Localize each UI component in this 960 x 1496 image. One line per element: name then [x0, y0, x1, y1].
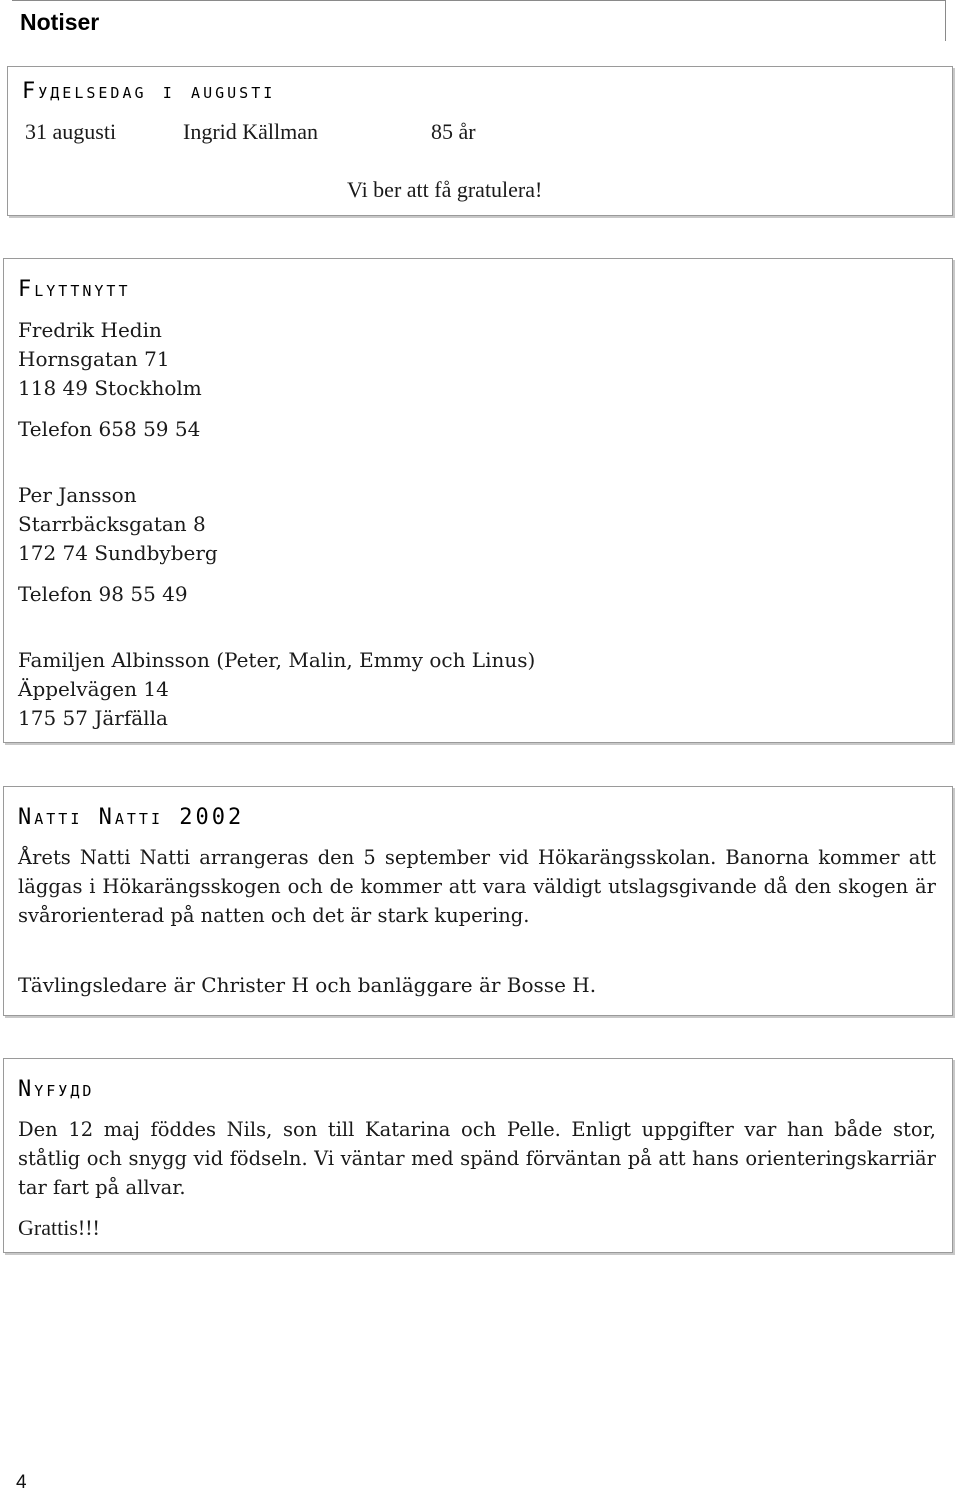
newborn-closing: Grattis!!! [18, 1215, 100, 1240]
move-1-city: 118 49 Stockholm [18, 376, 202, 400]
birthday-name: Ingrid Källman [183, 119, 319, 144]
natti-title: Natti Natti 2002 [18, 805, 245, 830]
move-1-name: Fredrik Hedin [18, 318, 162, 342]
newborn-section [3, 1058, 953, 1253]
natti-section [3, 786, 953, 1016]
natti-paragraph: Årets Natti Natti arrangeras den 5 september vid Hökarängsskolan. Banorna kommer att läggas i Hökarängsskogen och de kommer att vara väldigt utslagsgivande då den skogen är svårorienterad på natten och det är stark kupering. [18, 846, 936, 927]
moves-title: Flyttnytt [18, 277, 131, 302]
move-2-street: Starrbäcksgatan 8 [18, 512, 206, 536]
move-2-name: Per Jansson [18, 483, 137, 507]
newborn-title: Nyfудd [18, 1077, 95, 1102]
move-3-name: Familjen Albinsson (Peter, Malin, Emmy och Linus) [18, 648, 536, 672]
birthday-date: 31 augusti [25, 119, 117, 144]
page-number: 4 [16, 1472, 27, 1493]
birthday-congrats: Vi ber att få gratulera! [347, 177, 543, 202]
move-3-street: Äppelvägen 14 [18, 677, 169, 701]
move-2-city: 172 74 Sundbyberg [18, 541, 218, 565]
move-2-phone: Telefon 98 55 49 [18, 582, 188, 606]
moves-section [3, 258, 953, 743]
move-1-street: Hornsgatan 71 [18, 347, 170, 371]
move-1-phone: Telefon 658 59 54 [18, 417, 201, 441]
newborn-paragraph: Den 12 maj föddes Nils, son till Katarina och Pelle. Enligt uppgifter var han både stor, ståtlig och snygg vid födseln. Vi väntar med spänd förväntan på att hans orienteringskarriär tar fart på allvar. [18, 1118, 936, 1199]
page-header [12, 0, 946, 41]
natti-organizers: Tävlingsledare är Christer H och banläggare är Bosse H. [18, 973, 597, 997]
birthday-title: Fудelsedag i augusti [22, 79, 276, 104]
birthday-age: 85 år [431, 119, 476, 144]
move-3-city: 175 57 Järfälla [18, 706, 168, 730]
birthday-section [7, 66, 953, 216]
page-title: Notiser [20, 9, 100, 35]
